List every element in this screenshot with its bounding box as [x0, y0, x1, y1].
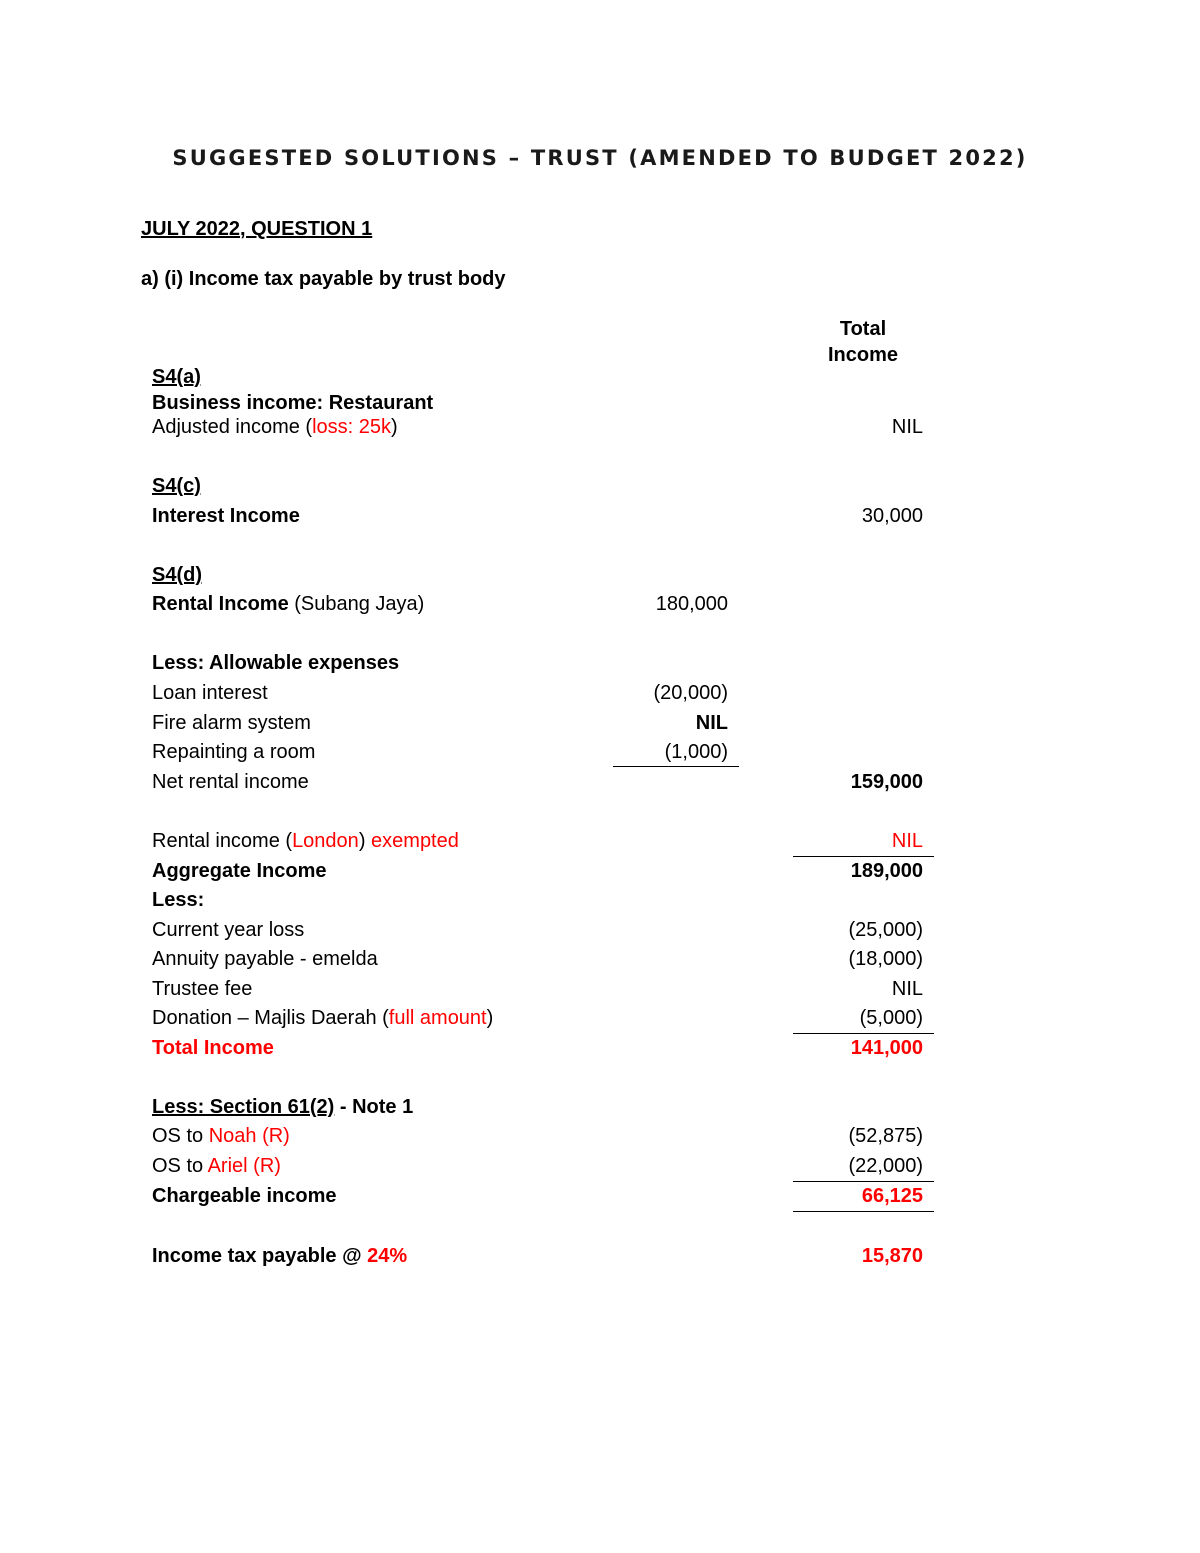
chargeable-top-rule	[793, 1181, 934, 1182]
s4d-rental-value: 180,000	[655, 593, 728, 615]
s4d-rental-label: Rental Income (Subang Jaya)	[152, 593, 425, 615]
os-ariel-value: (22,000)	[848, 1155, 923, 1177]
trustee-fee-label: Trustee fee	[152, 978, 253, 1000]
section-subtitle: a) (i) Income tax payable by trust body	[141, 268, 506, 290]
total-income-value: 141,000	[850, 1037, 923, 1059]
donation-label: Donation – Majlis Daerah (full amount)	[152, 1007, 494, 1029]
expenses-subtotal-rule	[613, 766, 739, 767]
net-rental-value: 159,000	[850, 771, 923, 793]
london-rental-value: NIL	[891, 830, 923, 852]
loan-interest-value: (20,000)	[653, 682, 728, 704]
annuity-label: Annuity payable - emelda	[152, 948, 378, 970]
aggregate-income-value: 189,000	[850, 860, 923, 882]
section-61-heading: Less: Section 61(2) - Note 1	[152, 1096, 414, 1118]
chargeable-income-label: Chargeable income	[152, 1185, 337, 1207]
donation-value: (5,000)	[859, 1007, 923, 1029]
tax-payable-label: Income tax payable @ 24%	[152, 1245, 408, 1267]
allowable-expenses-label: Less: Allowable expenses	[152, 652, 400, 674]
repainting-label: Repainting a room	[152, 741, 316, 763]
less-label: Less:	[152, 889, 205, 911]
s4d-heading: S4(d)	[152, 564, 202, 586]
s4c-interest-label: Interest Income	[152, 505, 300, 527]
net-rental-label: Net rental income	[152, 771, 309, 793]
os-noah-label: OS to Noah (R)	[152, 1125, 290, 1147]
total-income-rule	[793, 1033, 934, 1034]
aggregate-income-label: Aggregate Income	[152, 860, 327, 882]
fire-alarm-value: NIL	[695, 712, 728, 734]
os-ariel-label: OS to Ariel (R)	[152, 1155, 281, 1177]
tax-payable-value: 15,870	[861, 1245, 923, 1267]
current-year-loss-label: Current year loss	[152, 919, 305, 941]
total-income-label: Total Income	[152, 1037, 274, 1059]
os-noah-value: (52,875)	[848, 1125, 923, 1147]
s4a-adjusted-income-value: NIL	[891, 416, 923, 438]
current-year-loss-value: (25,000)	[848, 919, 923, 941]
s4c-interest-value: 30,000	[861, 505, 923, 527]
s4a-business-label: Business income: Restaurant	[152, 392, 434, 414]
annuity-value: (18,000)	[848, 948, 923, 970]
loss-note: loss: 25k	[312, 416, 392, 438]
document-title: SUGGESTED SOLUTIONS – TRUST (AMENDED TO BUDGET 2022)	[172, 146, 1028, 170]
column-header-line2: Income	[827, 344, 899, 366]
repainting-value: (1,000)	[664, 741, 728, 763]
tax-rate: 24%	[367, 1245, 408, 1267]
london-rental-label: Rental income (London) exempted	[152, 830, 459, 852]
chargeable-bottom-rule	[793, 1211, 934, 1212]
column-header-line1: Total	[839, 318, 887, 340]
fire-alarm-label: Fire alarm system	[152, 712, 311, 734]
aggregate-rule	[793, 856, 934, 857]
s4a-heading: S4(a)	[152, 366, 201, 388]
column-header-total-income	[828, 316, 898, 368]
s4c-heading: S4(c)	[152, 475, 201, 497]
chargeable-income-value: 66,125	[861, 1185, 923, 1207]
s4a-adjusted-income-label: Adjusted income (loss: 25k)	[152, 416, 398, 438]
loan-interest-label: Loan interest	[152, 682, 268, 704]
question-heading: JULY 2022, QUESTION 1	[141, 218, 373, 240]
trustee-fee-value: NIL	[891, 978, 923, 1000]
